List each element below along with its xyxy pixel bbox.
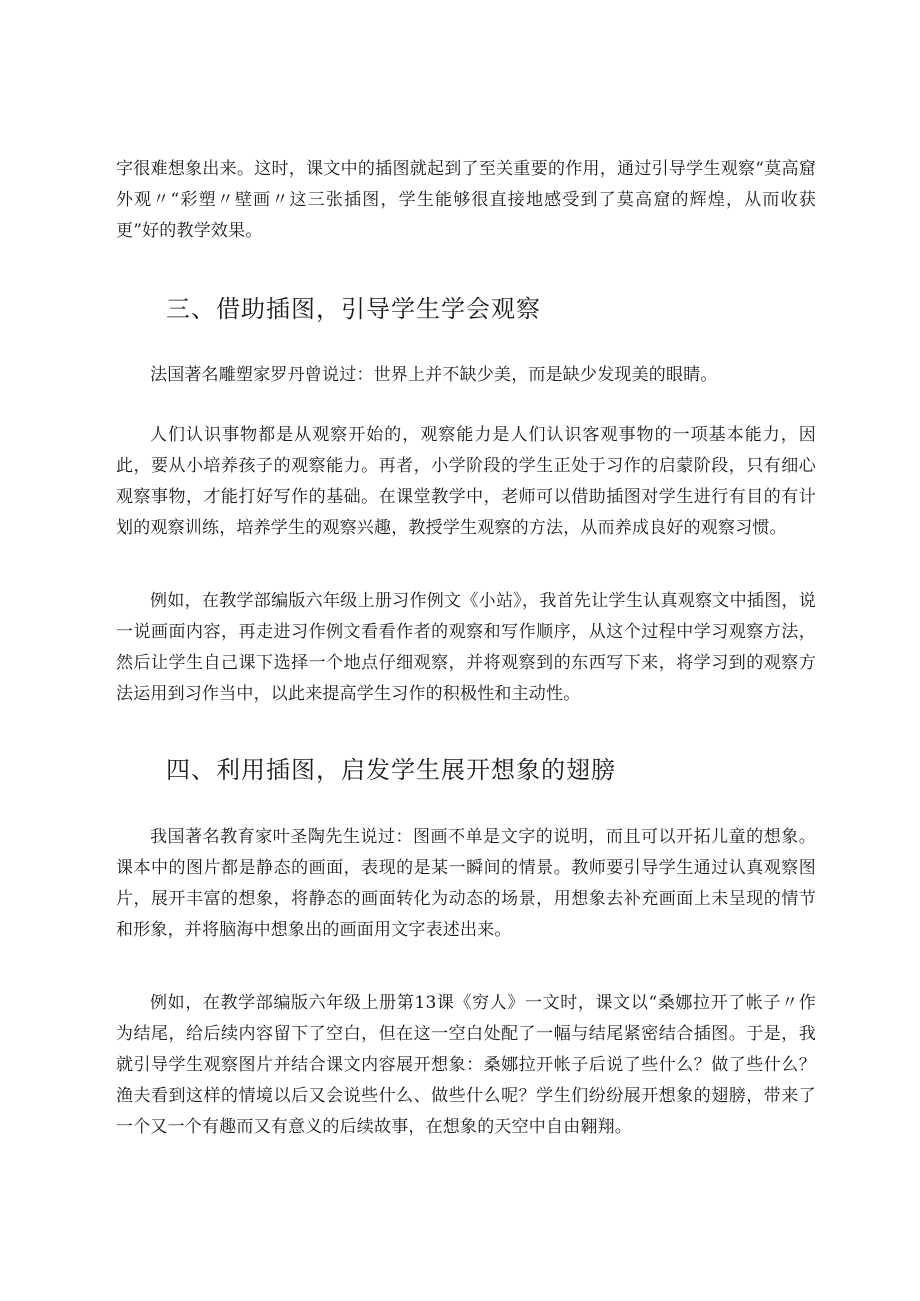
paragraph-example-xiaozhan: 例如，在教学部编版六年级上册习作例文《小站》，我首先让学生认真观察文中插图，说一说画面内容，再走进习作例文看看作者的观察和写作顺序，从这个过程中学习观察方法，然后让学生自己课下选择一个地点仔细观察，并将观察到的东西写下来，将学习到的观察方法运用到习作当中，以此来提高学生习作的积极性和主动性。: [116, 591, 816, 704]
paragraph-example-qiongren: 例如，在教学部编版六年级上册第13课《穷人》一文时，课文以“桑娜拉开了帐子〃作为结尾，给后续内容留下了空白，但在这一空白处配了一幅与结尾紧密结合插图。于是，我就引导学生观察图片并结合课文内容展开想象：桑娜拉开帐子后说了些什么？做了些什么？渔夫看到这样的情境以后又会说些什么、做些什么呢？学生们纷纷展开想象的翅膀，带来了一个又一个有趣而又有意义的后续故事，在想象的天空中自由翱翔。: [116, 993, 816, 1137]
paragraph-ye-shengtao-quote: 我国著名教育家叶圣陶先生说过：图画不单是文字的说明，而且可以开拓儿童的想象。课本中的图片都是静态的画面，表现的是某一瞬间的情景。教师要引导学生通过认真观察图片，展开丰富的想象，将静态的画面转化为动态的场景，用想象去补充画面上未呈现的情节和形象，并将脑海中想象出的画面用文字表述出来。: [116, 827, 816, 940]
paragraph-rodin-quote: 法国著名雕塑家罗丹曾说过：世界上并不缺少美，而是缺少发现美的眼睛。: [150, 365, 718, 385]
paragraph-observation-ability: 人们认识事物都是从观察开始的，观察能力是人们认识客观事物的一项基本能力，因此，要从小培养孩子的观察能力。再者，小学阶段的学生正处于习作的启蒙阶段，只有细心观察事物，才能打好写作的基础。在课堂教学中，老师可以借助插图对学生进行有目的有计划的观察训练，培养学生的观察兴趣，教授学生观察的方法，从而养成良好的观察习惯。: [116, 425, 816, 538]
section-heading-four: 四、利用插图，启发学生展开想象的翅膀: [166, 756, 616, 784]
paragraph-continuation: 字很难想象出来。这时，课文中的插图就起到了至关重要的作用，通过引导学生观察“莫高窟外观〃“彩塑〃壁画〃这三张插图，学生能够很直接地感受到了莫高窟的辉煌，从而收获更”好的教学效果。: [116, 159, 816, 241]
section-heading-three: 三、借助插图，引导学生学会观察: [166, 295, 541, 323]
